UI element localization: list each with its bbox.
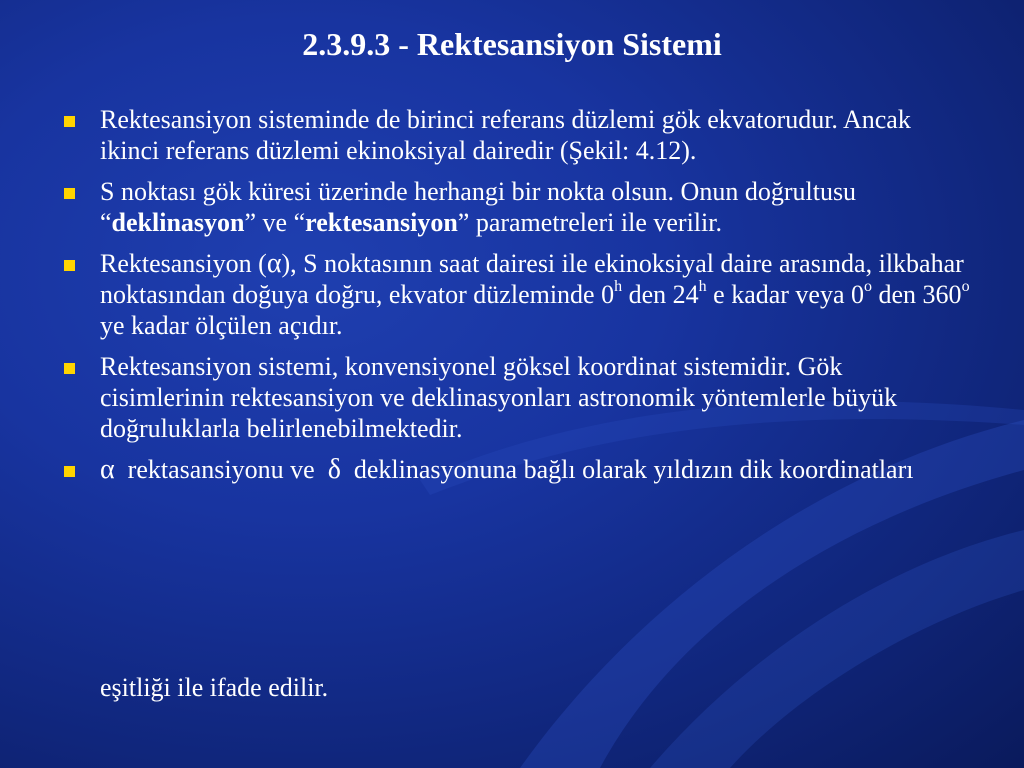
bullet-square-icon — [64, 188, 75, 199]
bullet-square-icon — [64, 363, 75, 374]
bullet-text: Rektesansiyon sistemi, konvensiyonel göksel koordinat sistemidir. Gök cisimlerinin rektesansiyon ve deklinasyonları astronomik yöntemlerle büyük doğruluklarla belirlenebilmektedir. — [100, 352, 898, 443]
bullet-text-p2: ), S noktasının saat dairesi ile ekinoksiyal daire arasında, ilkbahar noktasından doğuya doğru, ekvator düzleminde 0 — [100, 249, 964, 309]
bullet-text-mid: ” ve “ — [244, 208, 306, 237]
bullet-item-2 — [60, 176, 970, 238]
term-rektesansiyon: rektesansiyon — [305, 208, 458, 237]
bullet-item-4 — [60, 351, 970, 444]
bullet-text-post: ” parametreleri ile verilir. — [457, 208, 722, 237]
bullet-text-t1: rektasansiyonu ve — [114, 455, 328, 484]
bullet-text: Rektesansiyon sisteminde de birinci referans düzlemi gök ekvatorudur. Ancak ikinci referans düzlemi ekinoksiyal dairedir (Şekil: 4.12). — [100, 105, 911, 165]
bullet-text-p1: Rektesansiyon ( — [100, 249, 267, 278]
superscript-h: h — [614, 278, 623, 296]
superscript-h: h — [698, 278, 707, 296]
bullet-text-p6: ye kadar ölçülen açıdır. — [100, 311, 343, 340]
bullet-item-1 — [60, 104, 970, 166]
superscript-degree: o — [961, 278, 970, 296]
delta-symbol: δ — [327, 454, 341, 485]
bullet-square-icon — [64, 116, 75, 127]
bullet-text-pre: S noktası gök küresi üzerinde herhangi bir nokta olsun. Onun doğrultusu “ — [100, 177, 857, 237]
bullet-square-icon — [64, 466, 75, 477]
bullet-text-p3: den 24 — [622, 280, 699, 309]
superscript-degree: o — [864, 278, 873, 296]
bullet-square-icon — [64, 260, 75, 271]
bullet-item-3 — [60, 248, 970, 341]
continuation-text: eşitliği ile ifade edilir. — [100, 673, 329, 702]
bullet-text-p5: den 360 — [872, 280, 962, 309]
bullet-item-5 — [60, 454, 970, 485]
alpha-symbol: α — [266, 248, 282, 279]
slide-title: 2.3.9.3 - Rektesansiyon Sistemi — [302, 26, 722, 62]
alpha-symbol: α — [100, 454, 115, 485]
bullet-list — [60, 104, 970, 495]
term-deklinasyon: deklinasyon — [111, 208, 245, 237]
bullet-text-t2: deklinasyonuna bağlı olarak yıldızın dik koordinatları — [340, 455, 914, 484]
bullet-text-p4: e kadar veya 0 — [706, 280, 865, 309]
